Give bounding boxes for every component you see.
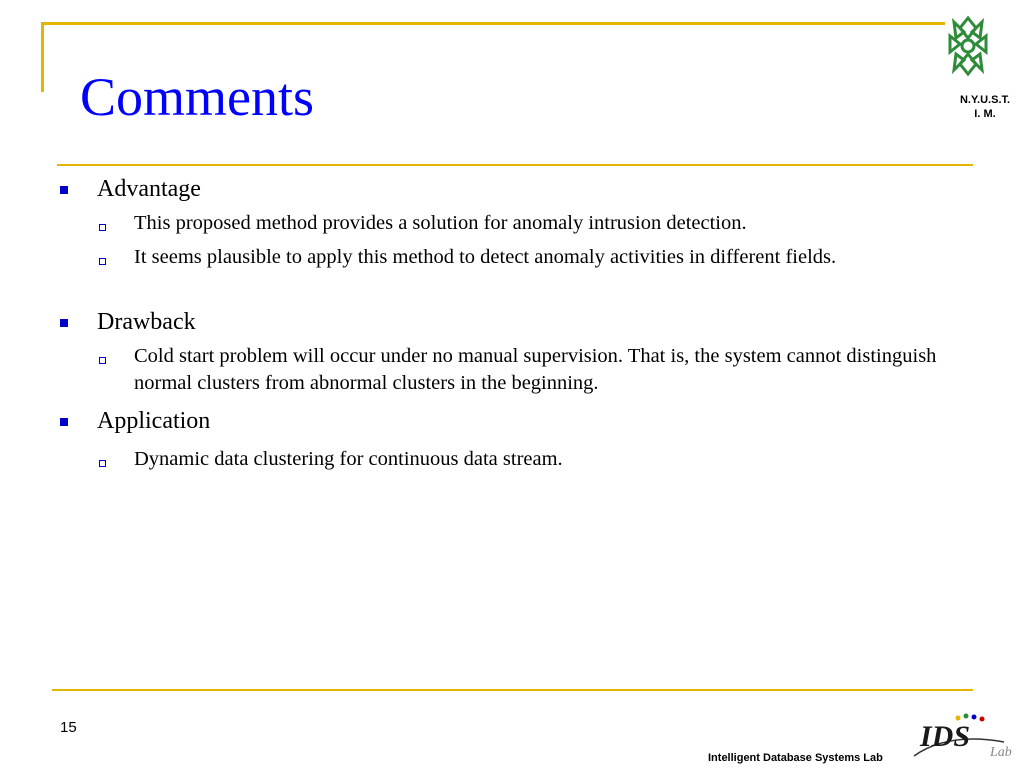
square-bullet-icon [60, 319, 68, 327]
list-item: It seems plausible to apply this method to detect anomaly activities in different fields. [134, 246, 837, 268]
square-bullet-icon [60, 418, 68, 426]
hollow-square-bullet-icon [99, 357, 106, 364]
list-item: Cold start problem will occur under no manual supervision. That is, the system cannot distinguish normal clusters from abnormal clusters in the beginning. [134, 345, 937, 394]
hollow-square-bullet-icon [99, 460, 106, 467]
ids-logo-text: IDS [920, 720, 971, 753]
slide-title: Comments [80, 67, 315, 127]
section-heading-advantage: Advantage [97, 176, 201, 202]
ids-lab-logo-icon [908, 712, 1020, 768]
logo-caption-line1: N.Y.U.S.T. [959, 94, 1011, 106]
hollow-square-bullet-icon [99, 258, 106, 265]
hollow-square-bullet-icon [99, 224, 106, 231]
square-bullet-icon [60, 186, 68, 194]
logo-caption-line2: I. M. [974, 108, 996, 120]
ids-logo-sub: Lab [990, 745, 1012, 760]
page-number: 15 [60, 719, 77, 736]
section-heading-application: Application [97, 408, 211, 434]
section-heading-drawback: Drawback [97, 309, 196, 335]
footer-lab-name: Intelligent Database Systems Lab [708, 752, 883, 764]
footer-divider [52, 689, 973, 691]
list-item: This proposed method provides a solution for anomaly intrusion detection. [134, 212, 747, 234]
list-item: Dynamic data clustering for continuous data stream. [134, 448, 563, 470]
